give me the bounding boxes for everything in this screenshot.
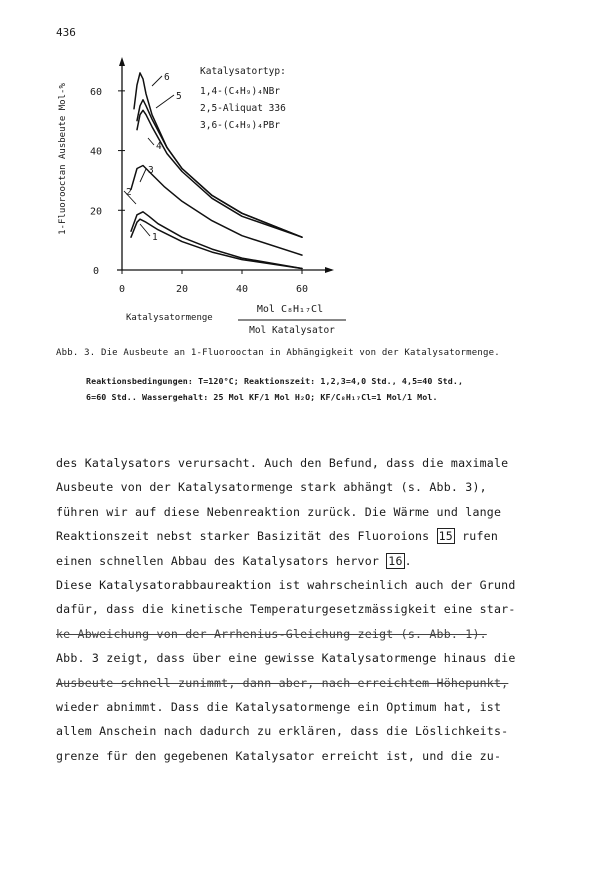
- x-tick-label: 40: [235, 284, 249, 295]
- x-tick-label: 60: [295, 284, 309, 295]
- body-line-text: grenze für den gegebenen Katalysator erreicht ist, und die zu-: [56, 748, 502, 763]
- citation-reference: 15: [438, 529, 453, 544]
- body-line-text: einen schnellen Abbau des Katalysators hervor: [56, 553, 380, 568]
- body-line: [56, 505, 501, 519]
- legend-entry: 1,4-(C₄H₉)₄NBr: [200, 86, 281, 97]
- y-tick-label: 20: [89, 206, 103, 218]
- series-label-1: 1: [152, 232, 158, 243]
- series-line-6: [134, 73, 302, 237]
- series-label-3: 3: [148, 165, 154, 176]
- series-label-leader: [140, 224, 150, 236]
- legend-title: Katalysatortyp:: [200, 66, 286, 77]
- body-line-text: dafür, dass die kinetische Temperaturgesetzmässigkeit eine star-: [56, 602, 516, 617]
- y-axis-label: 1-Fluorooctan Ausbeute Mol-%: [58, 83, 68, 235]
- body-line-text: Ausbeute schnell zunimmt, dann aber, nach erreichtem Höhepunkt,: [56, 675, 509, 690]
- y-tick-label: 60: [89, 86, 103, 98]
- body-line-tail: .: [404, 553, 412, 568]
- body-line: [56, 724, 508, 738]
- y-tick-label: 40: [89, 146, 103, 158]
- body-line: [56, 676, 508, 690]
- body-line-text: Ausbeute von der Katalysatormenge stark abhängt (s. Abb. 3),: [56, 480, 487, 495]
- citation-reference: 16: [388, 553, 403, 568]
- x-tick-label: 0: [118, 284, 126, 295]
- series-label-4: 4: [156, 141, 162, 152]
- legend-entry: 3,6-(C₄H₉)₄PBr: [200, 120, 281, 131]
- y-tick-label: 0: [92, 266, 100, 277]
- body-line-text: führen wir auf diese Nebenreaktion zurück. Die Wärme und lange: [56, 504, 502, 519]
- body-line-text: Reaktionszeit nebst starker Basizität des Fluoroions: [56, 529, 430, 544]
- y-axis-arrow: [119, 57, 125, 66]
- series-label-leader: [140, 169, 146, 182]
- series-label-2: 2: [126, 187, 132, 198]
- body-line-text: ke Abweichung von der Arrhenius-Gleichung zeigt (s. Abb. 1).: [56, 626, 487, 641]
- series-label-5: 5: [176, 91, 182, 102]
- body-line-text: des Katalysators verursacht. Auch den Befund, dass die maximale: [56, 456, 509, 470]
- body-line: [56, 480, 487, 494]
- body-line-text: allem Anschein nach dadurch zu erklären, dass die Löslichkeits-: [56, 724, 509, 739]
- chart-canvas: [40, 44, 370, 344]
- series-label-leader: [152, 76, 162, 86]
- reaction-conditions-line-2: 6=60 Std.. Wassergehalt: 25 Mol KF/1 Mol H₂O; KF/C₈H₁₇Cl=1 Mol/1 Mol.: [86, 392, 438, 402]
- x-axis-label-numerator: Mol C₈H₁₇Cl: [256, 304, 324, 315]
- series-label-leader: [156, 95, 174, 108]
- body-line-tail: rufen: [454, 529, 499, 544]
- body-line-text: wieder abnimmt. Dass die Katalysatormenge ein Optimum hat, ist: [56, 700, 502, 714]
- x-axis-arrow: [325, 267, 334, 273]
- body-line: [56, 456, 508, 470]
- figure-caption: Abb. 3. Die Ausbeute an 1-Fluorooctan in Abhängigkeit von der Katalysatormenge.: [56, 348, 500, 358]
- x-axis-label-denominator: Mol Katalysator: [249, 325, 335, 336]
- body-line: [56, 749, 501, 763]
- body-line-text: Diese Katalysatorabbaureaktion ist wahrscheinlich auch der Grund: [56, 578, 516, 592]
- body-line-text: Abb. 3 zeigt, dass über eine gewisse Katalysatormenge hinaus die: [56, 651, 516, 666]
- body-line: [56, 554, 412, 568]
- body-line: [56, 651, 516, 665]
- body-line: [56, 529, 498, 543]
- page-number: 436: [56, 26, 76, 39]
- x-tick-label: 20: [175, 284, 189, 295]
- body-line: [56, 602, 516, 616]
- body-line: [56, 627, 487, 641]
- yield-chart: [40, 44, 370, 344]
- series-label-6: 6: [164, 72, 170, 83]
- body-line: [56, 578, 516, 592]
- reaction-conditions-line-1: Reaktionsbedingungen: T=120°C; Reaktionszeit: 1,2,3=4,0 Std., 4,5=40 Std.,: [86, 376, 464, 386]
- legend-entry: 2,5-Aliquat 336: [200, 103, 286, 114]
- x-axis-label-name: Katalysatormenge: [126, 313, 213, 323]
- body-line: [56, 700, 501, 714]
- series-label-leader: [148, 138, 154, 145]
